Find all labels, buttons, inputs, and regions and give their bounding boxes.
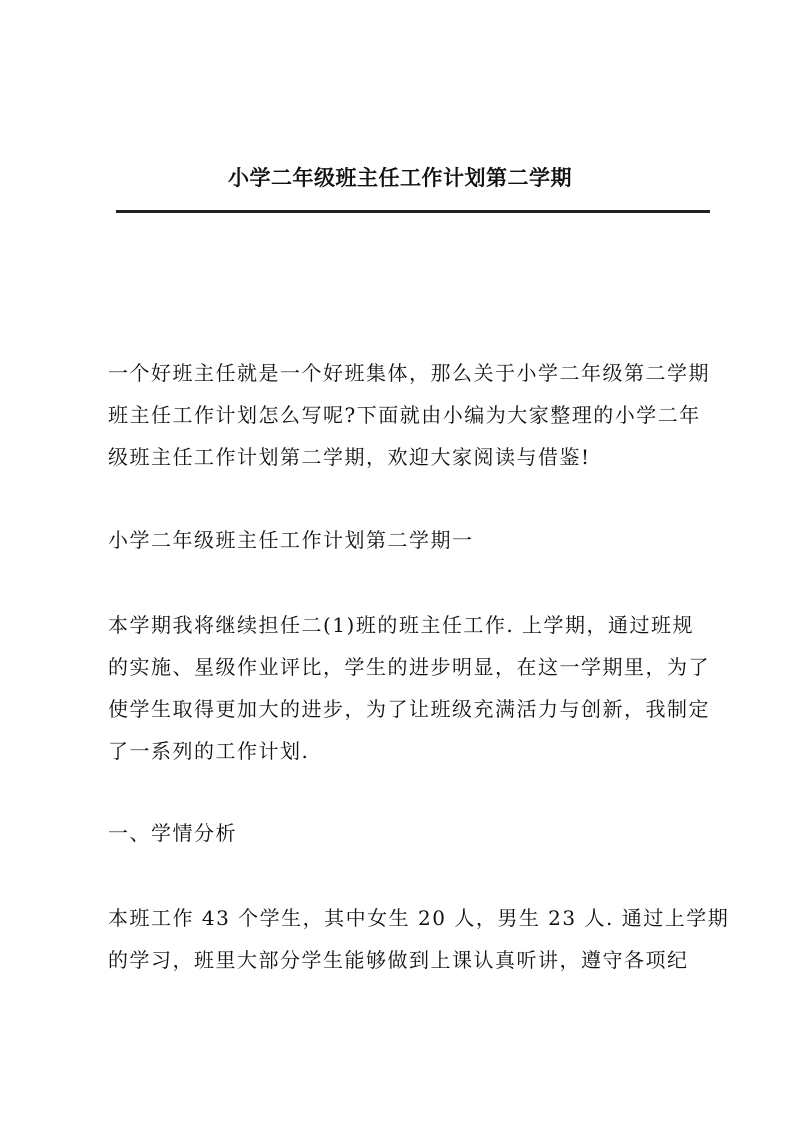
text-line: 使学生取得更加大的进步，为了让班级充满活力与创新，我制定 <box>108 697 710 721</box>
section-heading-plan-one <box>108 519 708 561</box>
text-line: 本学期我将继续担任二(1)班的班主任工作. 上学期，通过班规 <box>108 613 695 637</box>
text-line: 本班工作 43 个学生，其中女生 20 人，男生 23 人. 通过上学期 <box>108 906 730 930</box>
section-heading-analysis <box>108 812 708 854</box>
title-underline <box>116 210 710 213</box>
text-line: 的实施、星级作业评比，学生的进步明显，在这一学期里，为了 <box>108 655 710 679</box>
analysis-paragraph <box>108 897 730 981</box>
intro-paragraph <box>108 352 708 478</box>
document-title: 小学二年级班主任工作计划第二学期 <box>228 166 572 190</box>
text-line: 级班主任工作计划第二学期，欢迎大家阅读与借鉴! <box>108 445 591 469</box>
text-line: 小学二年级班主任工作计划第二学期一 <box>108 528 474 552</box>
text-line: 一、学情分析 <box>108 821 237 845</box>
text-line: 一个好班主任就是一个好班集体，那么关于小学二年级第二学期 <box>108 361 710 385</box>
text-line: 了一系列的工作计划. <box>108 739 310 763</box>
text-line: 的学习，班里大部分学生能够做到上课认真听讲，遵守各项纪 <box>108 948 689 972</box>
text-line: 班主任工作计划怎么写呢?下面就由小编为大家整理的小学二年 <box>108 403 701 427</box>
plan-intro-paragraph <box>108 604 708 772</box>
